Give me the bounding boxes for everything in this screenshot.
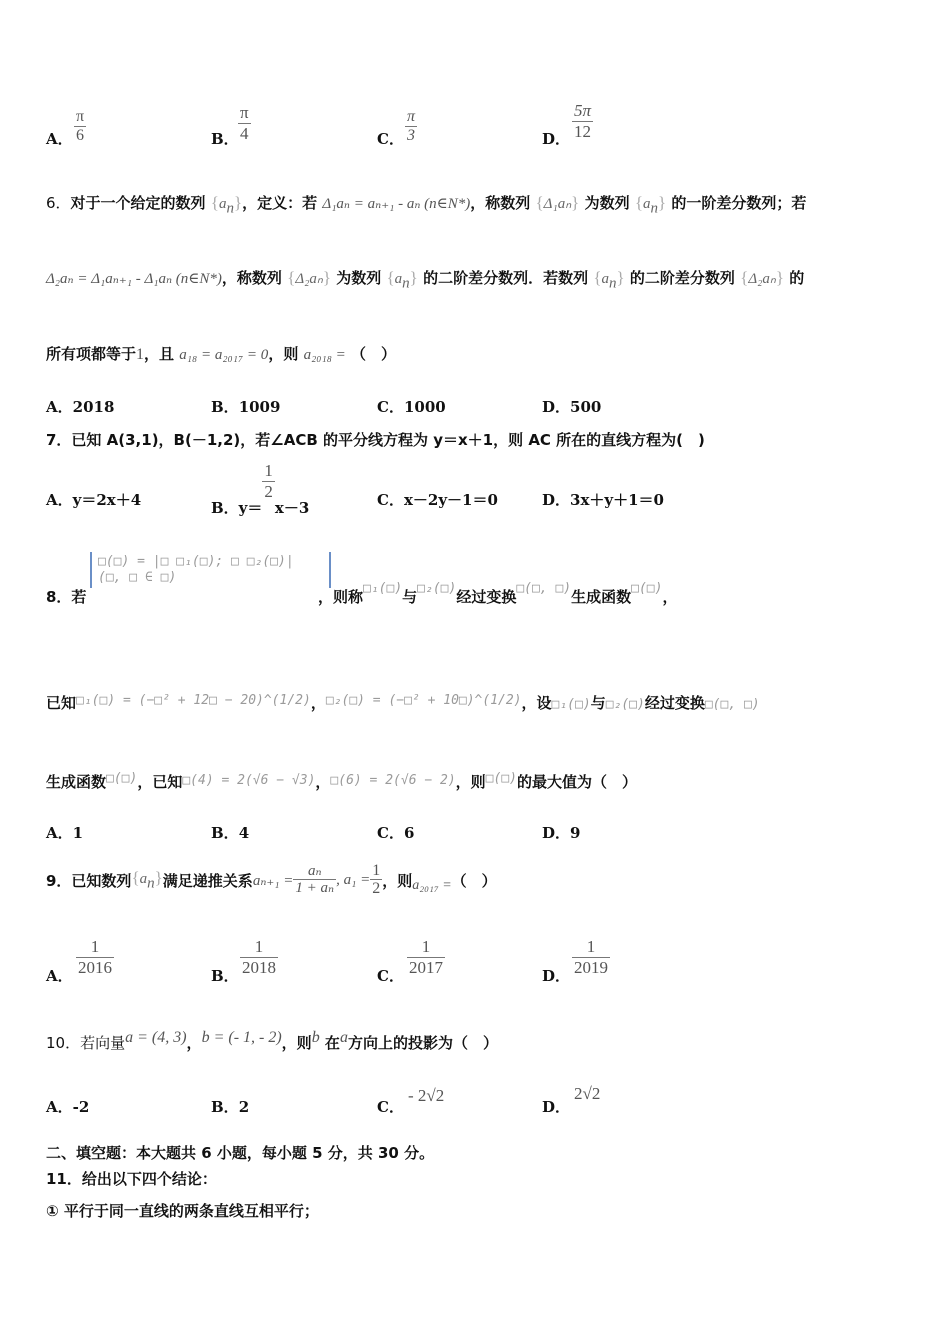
section-2-heading: 二、填空题：本大题共 6 小题，每小题 5 分，共 30 分。 [46,1144,435,1162]
q11-stem: 11．给出以下四个结论： [46,1170,217,1188]
q9-rec-den: 1 + aₙ [295,880,335,897]
q9-rec-num: aₙ [307,862,322,879]
q8-h-b: □(□) [106,771,138,786]
q5-option-c-value [405,108,417,145]
q8-option-b-label: B． [211,824,239,842]
q10-stem [46,1029,498,1053]
q10-option-b-value: 2 [238,1098,250,1116]
q8-text-12: ，已知 [137,773,183,791]
q6-text-11: 所有项都等于 [46,345,137,363]
q5-a-num: π [76,108,85,125]
q8-option-d-label: D． [542,824,571,842]
q6-text-10: 的 [789,269,805,287]
q5-b-den: 4 [240,123,249,143]
q6-line-3 [46,343,396,364]
q8-transform: □(□, □) [516,581,572,596]
q5-b-num: π [240,103,249,122]
q8-text-8: ，设 [521,694,552,712]
q6-condition: a₁₈ = a₂₀₁₇ = 0 [179,347,269,363]
q9-c-den: 2017 [409,957,443,977]
q6-text-12: ，且 [144,345,175,363]
q6-line-2 [46,267,804,292]
q8-f2-definition: □₂(□) = (−□² + 10□)^(1/2) [325,693,522,708]
q8-h-of-4: □(4) = 2(√6 − √3) [182,773,316,788]
q6-seq-1: $\{a_n\}$ [210,193,243,217]
q6-text-3: ，称数列 [470,194,531,212]
q6-seq-4-sub: n [608,275,617,292]
q8-text-7: ， [310,694,326,712]
q10-text-2: ， [186,1034,202,1052]
q6-option-a-value: 2018 [72,398,115,416]
q9-text-2: 满足递推关系 [162,871,253,890]
q6-text-4: 为数列 [584,194,630,212]
q9-a-num: 1 [90,937,100,956]
q6-option-b [211,396,280,417]
q9-a-den: 2016 [78,957,112,977]
q10-text-4: 在 [324,1034,340,1052]
q9-d-den: 2019 [574,957,608,977]
q6-number: 6． [46,194,71,212]
q6-text-5: 的一阶差分数列；若 [671,194,807,212]
q9-seq: $\{a_n\}$ [131,867,163,892]
q6-text-14: （ ） [351,345,397,363]
q9-a1-den: 2 [372,880,381,898]
q6-seq-1-sub: n [226,200,234,217]
q8-text-9: 与 [590,694,606,712]
q8-text-6: 已知 [46,694,77,712]
q8-text-2: 与 [402,588,418,606]
q5-option-b-label: B． [211,130,239,148]
q7-option-b-post: x－3 [274,498,310,517]
q9-text-4: （ ） [451,871,497,890]
q8-f1-b: □₁(□) [551,697,591,712]
q8-line-3 [46,771,637,792]
q5-c-num: π [407,108,416,125]
q7-option-b [211,461,310,517]
q7-option-a: A．y＝2x＋4 [46,491,142,509]
q7-option-b-den: 2 [264,481,273,501]
q6-seq-d2: {Δ₂aₙ} [287,268,331,287]
q10-option-c-value: - 2√2 [408,1086,445,1105]
q6-seq-2: $\{a_n\}$ [634,193,667,217]
q6-seq-4: $\{a_n\}$ [593,268,625,292]
q9-d-num: 1 [586,937,596,956]
q10-text-3: ，则 [281,1034,312,1052]
q9-b-den: 2018 [242,957,276,977]
q6-ask: a₂₀₁₈ = [303,347,346,363]
q9-rec-lhs: aₙ₊₁ = [252,872,294,889]
q9-option-d-value [572,938,610,977]
q9-b-num: 1 [254,937,264,956]
q8-option-a-value: 1 [72,824,84,842]
q8-text-1: ，则称 [318,588,364,606]
q8-f2: □₂(□) [417,581,457,596]
q6-text-13: ，则 [268,345,299,363]
q8-option-c [377,822,414,843]
q6-def-second-diff: Δ₂aₙ = Δ₁aₙ₊₁ - Δ₁aₙ (n∈N*) [46,271,222,287]
q6-seq-d2-text: Δ₂aₙ [295,271,323,287]
q6-option-a [46,396,114,417]
q6-seq-d2b-text: Δ₂aₙ [748,271,776,287]
q11-item-1: ① 平行于同一直线的两条直线互相平行； [46,1202,319,1220]
q8-text-4: 生成函数 [571,588,632,606]
q8-line-2 [46,692,760,713]
q8-option-a [46,822,83,843]
q6-option-b-value: 1009 [238,398,281,416]
q8-text-5: ， [662,588,678,606]
q6-text-7: 为数列 [336,269,382,287]
q10-option-c-label: C． [377,1098,404,1116]
q5-option-a-value [74,108,86,145]
q6-option-d-value: 500 [570,398,602,416]
q6-option-c [377,396,446,417]
q5-c-den: 3 [407,126,415,144]
q6-option-d [542,396,601,417]
q8-text-10: 经过变换 [644,694,705,712]
q8-option-b-value: 4 [238,824,250,842]
q6-seq-3: $\{a_n\}$ [386,268,418,292]
q8-h-c: □(□) [485,771,517,786]
q6-seq-4-a: a [601,271,609,287]
q10-option-b-label: B． [211,1098,239,1116]
q5-option-d-value [572,102,593,141]
q6-seq-3-a: a [394,271,403,287]
q9-option-b-label: B． [211,967,239,985]
q5-d-den: 12 [574,121,592,141]
q6-option-c-label: C． [377,398,404,416]
q9-option-c-label: C． [377,967,404,985]
q8-f1-definition: □₁(□) = (−□² + 12□ − 20)^(1/2) [76,693,311,708]
q8-option-b [211,822,249,843]
q8-option-c-label: C． [377,824,404,842]
q7-stem: 7．已知 A(3,1)，B(－1,2)，若∠ACB 的平分线方程为 y＝x＋1，则 AC 所在的直线方程为( ) [46,431,705,449]
q9-option-b-value [240,938,278,977]
q9-seq-sub: n [147,875,155,892]
q6-option-b-label: B． [211,398,239,416]
q10-text-1: 10．若向量 [46,1034,126,1052]
q6-value-one: 1 [136,346,145,363]
q9-option-a-value [76,938,114,977]
q10-option-a-value: -2 [72,1098,90,1116]
q7-option-c: C．x－2y－1＝0 [377,491,498,509]
q6-seq-2-sub: n [650,200,658,217]
q8-text-14: ，则 [455,773,486,791]
q8-transform-b: □(□, □) [704,697,760,712]
q8-line-1 [318,581,678,607]
q8-h: □(□) [631,581,663,596]
q6-seq-2-a: a [643,196,651,212]
q6-seq-d2b: {Δ₂aₙ} [740,268,784,287]
q9-stem [46,854,497,906]
q10-b: b [311,1029,320,1046]
q6-line-1 [46,192,806,217]
q9-text-1: 9．已知数列 [46,871,132,890]
q8-text-3: 经过变换 [456,588,517,606]
q5-option-a-label: A． [46,130,73,148]
q10-option-d-value: 2√2 [574,1084,601,1103]
q10-option-b [211,1096,249,1117]
q6-text-8: 的二阶差分数列．若数列 [423,269,589,287]
q10-option-a [46,1096,89,1117]
q9-ask: a₂₀₁₇ = [412,878,452,893]
q8-option-d-value: 9 [570,824,581,842]
q10-vector-a: a = (4, 3) [125,1029,187,1046]
q8-matrix-definition: □(□) = |□ □₁(□); □ □₂(□)| (□, □ ∈ □) [90,552,331,588]
q7-option-b-pre: B．y＝ [211,498,263,517]
q9-a1: , a₁ = [336,871,371,888]
q5-d-num: 5π [574,101,592,120]
q8-number: 8．若 [46,588,87,606]
q6-seq-d1: {Δ₁aₙ} [535,193,580,212]
q6-seq-3-sub: n [402,275,410,292]
q8-f2-b: □₂(□) [605,697,645,712]
q6-text-2: ，定义：若 [242,194,318,212]
q6-text-1: 对于一个给定的数列 [70,194,206,212]
q9-c-num: 1 [421,937,431,956]
q8-option-d [542,822,580,843]
q6-option-a-label: A． [46,398,73,416]
q8-h-of-6: □(6) = 2(√6 − 2) [330,773,456,788]
q8-text-13: ， [315,773,331,791]
q6-text-9: 的二阶差分数列 [629,269,735,287]
q5-option-d-label: D． [542,130,571,148]
q8-text-11: 生成函数 [46,773,107,791]
q6-seq-d1-text: Δ₁aₙ [543,196,572,212]
q9-option-c-value [407,938,445,977]
q7-option-d: D．3x＋y＋1＝0 [542,491,664,509]
q9-option-a-label: A． [46,967,73,985]
q10-option-a-label: A． [46,1098,73,1116]
q7-option-b-num: 1 [264,461,273,480]
q6-option-d-label: D． [542,398,571,416]
q10-text-5: 方向上的投影为（ ） [347,1034,498,1052]
q8-option-c-value: 6 [403,824,415,842]
q6-option-c-value: 1000 [403,398,446,416]
q6-text-6: ，称数列 [221,269,282,287]
q10-a: a [339,1029,348,1046]
q8-option-a-label: A． [46,824,73,842]
q9-option-d-label: D． [542,967,571,985]
q9-seq-a: a [139,870,148,887]
q9-a1-num: 1 [372,861,381,879]
q5-option-c-label: C． [377,130,404,148]
q8-text-15: 的最大值为（ ） [516,773,637,791]
q10-option-d-label: D． [542,1098,571,1116]
q6-def-first-diff: Δ₁aₙ = aₙ₊₁ - aₙ (n∈N*) [322,196,471,212]
q10-vector-b: b = (- 1, - 2) [201,1029,282,1046]
q9-text-3: ，则 [382,871,413,890]
q6-seq-1-a: a [218,196,227,212]
q8-f1: □₁(□) [363,581,403,596]
q5-option-b-value [238,104,251,143]
q5-a-den: 6 [76,126,85,144]
